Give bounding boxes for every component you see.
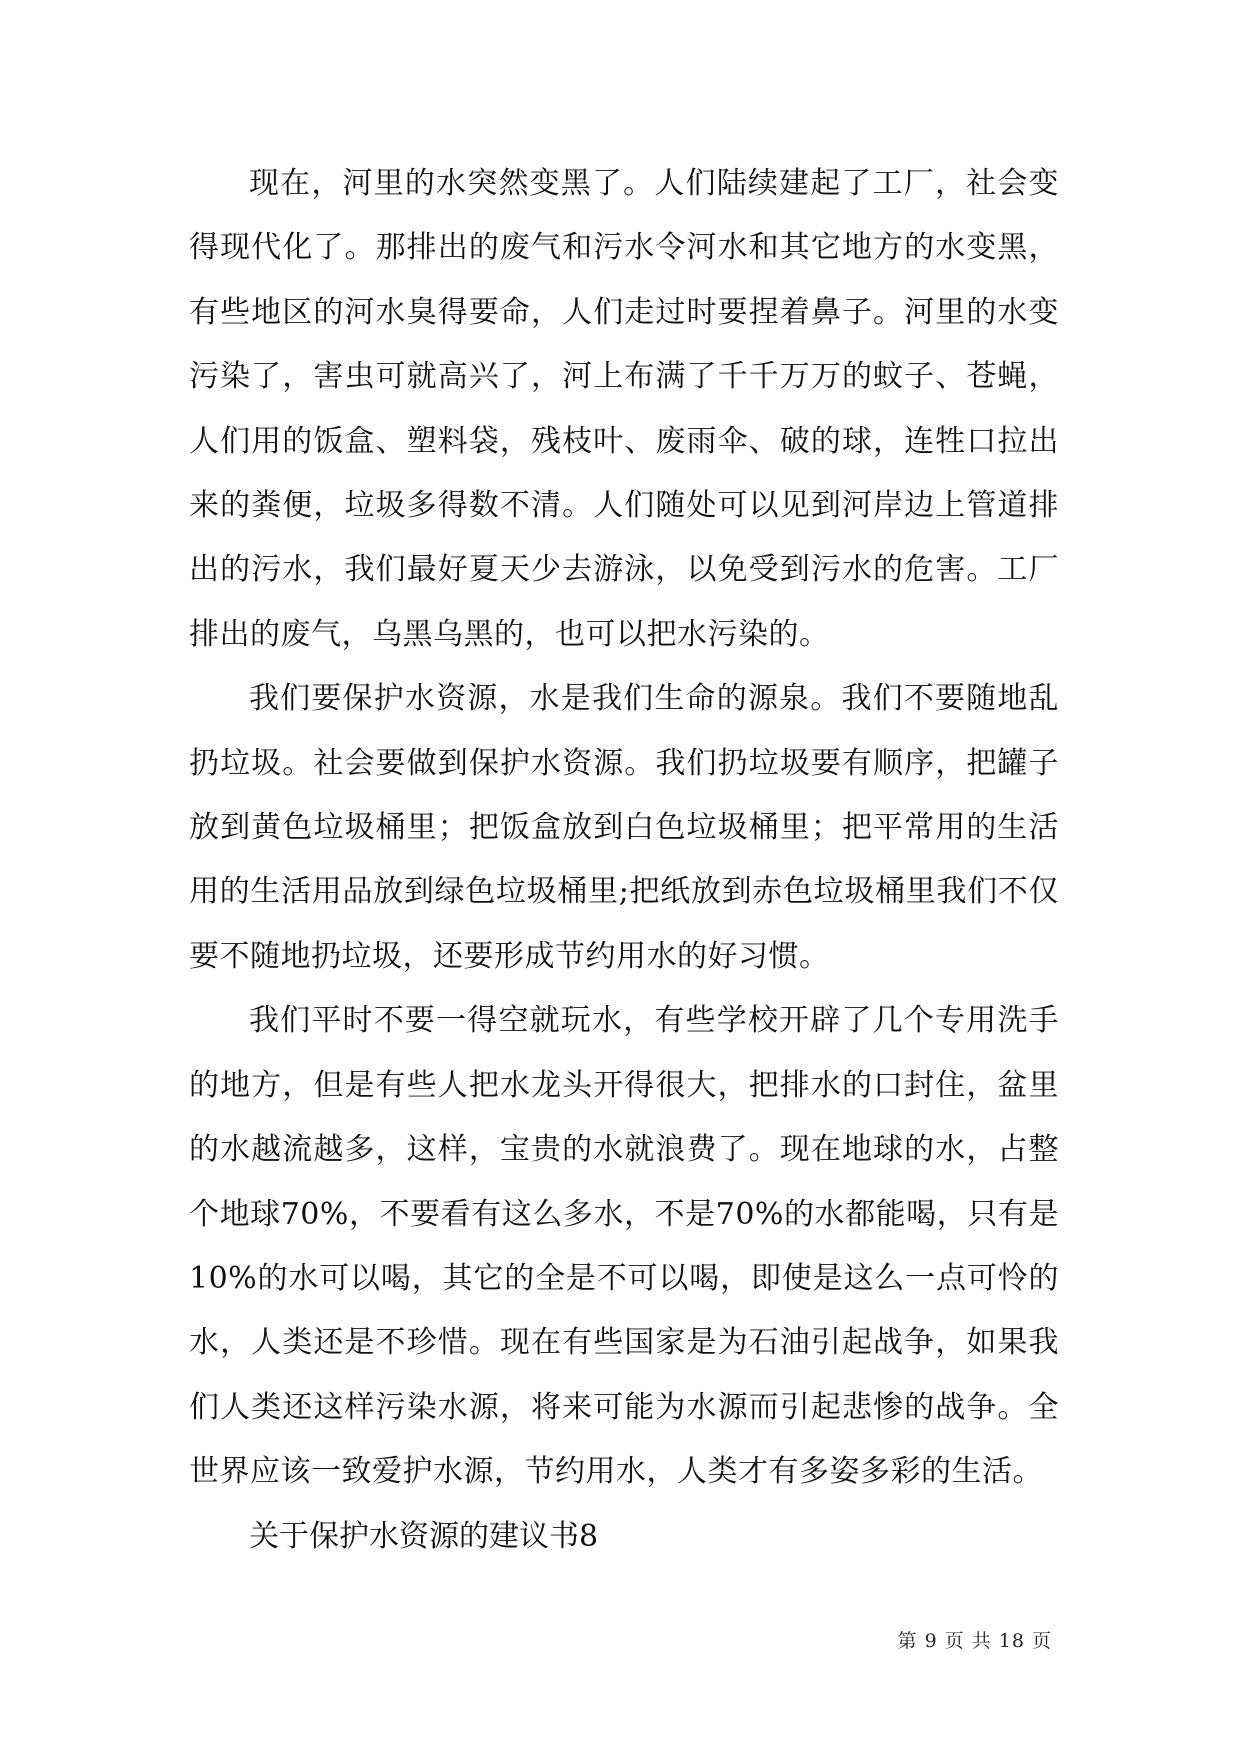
paragraph-save-water: 我们平时不要一得空就玩水，有些学校开辟了几个专用洗手的地方，但是有些人把水龙头开得很大，把排水的口封住，盆里的水越流越多，这样，宝贵的水就浪费了。现在地球的水，占整个地球70%，不要看有这么多水，不是70%的水都能喝，只有是10%的水可以喝，其它的全是不可以喝，即使是这么一点可怜的水，人类还是不珍惜。现在有些国家是为石油引起战争，如果我们人类还这样污染水源，将来可能为水源而引起悲惨的战争。全世界应该一致爱护水源，节约用水，人类才有多姿多彩的生活。 xyxy=(189,1003,1059,1490)
paragraph-water-pollution: 现在，河里的水突然变黑了。人们陆续建起了工厂，社会变得现代化了。那排出的废气和污水令河水和其它地方的水变黑，有些地区的河水臭得要命，人们走过时要捏着鼻子。河里的水变污染了，害虫可就高兴了，河上布满了千千万万的蚊子、苍蝇，人们用的饭盒、塑料袋，残枝叶、废雨伞、破的球，连牲口拉出来的粪便，垃圾多得数不清。人们随处可以见到河岸边上管道排出的污水，我们最好夏天少去游泳，以免受到污水的危害。工厂排出的废气，乌黑乌黑的，也可以把水污染的。 xyxy=(189,166,1059,652)
paragraph-protect-water: 我们要保护水资源，水是我们生命的源泉。我们不要随地乱扔垃圾。社会要做到保护水资源。我们扔垃圾要有顺序，把罐子放到黄色垃圾桶里；把饭盒放到白色垃圾桶里；把平常用的生活用的生活用品放到绿色垃圾桶里;把纸放到赤色垃圾桶里我们不仅要不随地扔垃圾，还要形成节约用水的好习惯。 xyxy=(189,681,1059,974)
page-number-footer: 第 9 页 共 18 页 xyxy=(897,1630,1052,1652)
document-body xyxy=(189,152,1059,1569)
section-heading: 关于保护水资源的建议书8 xyxy=(249,1518,599,1554)
